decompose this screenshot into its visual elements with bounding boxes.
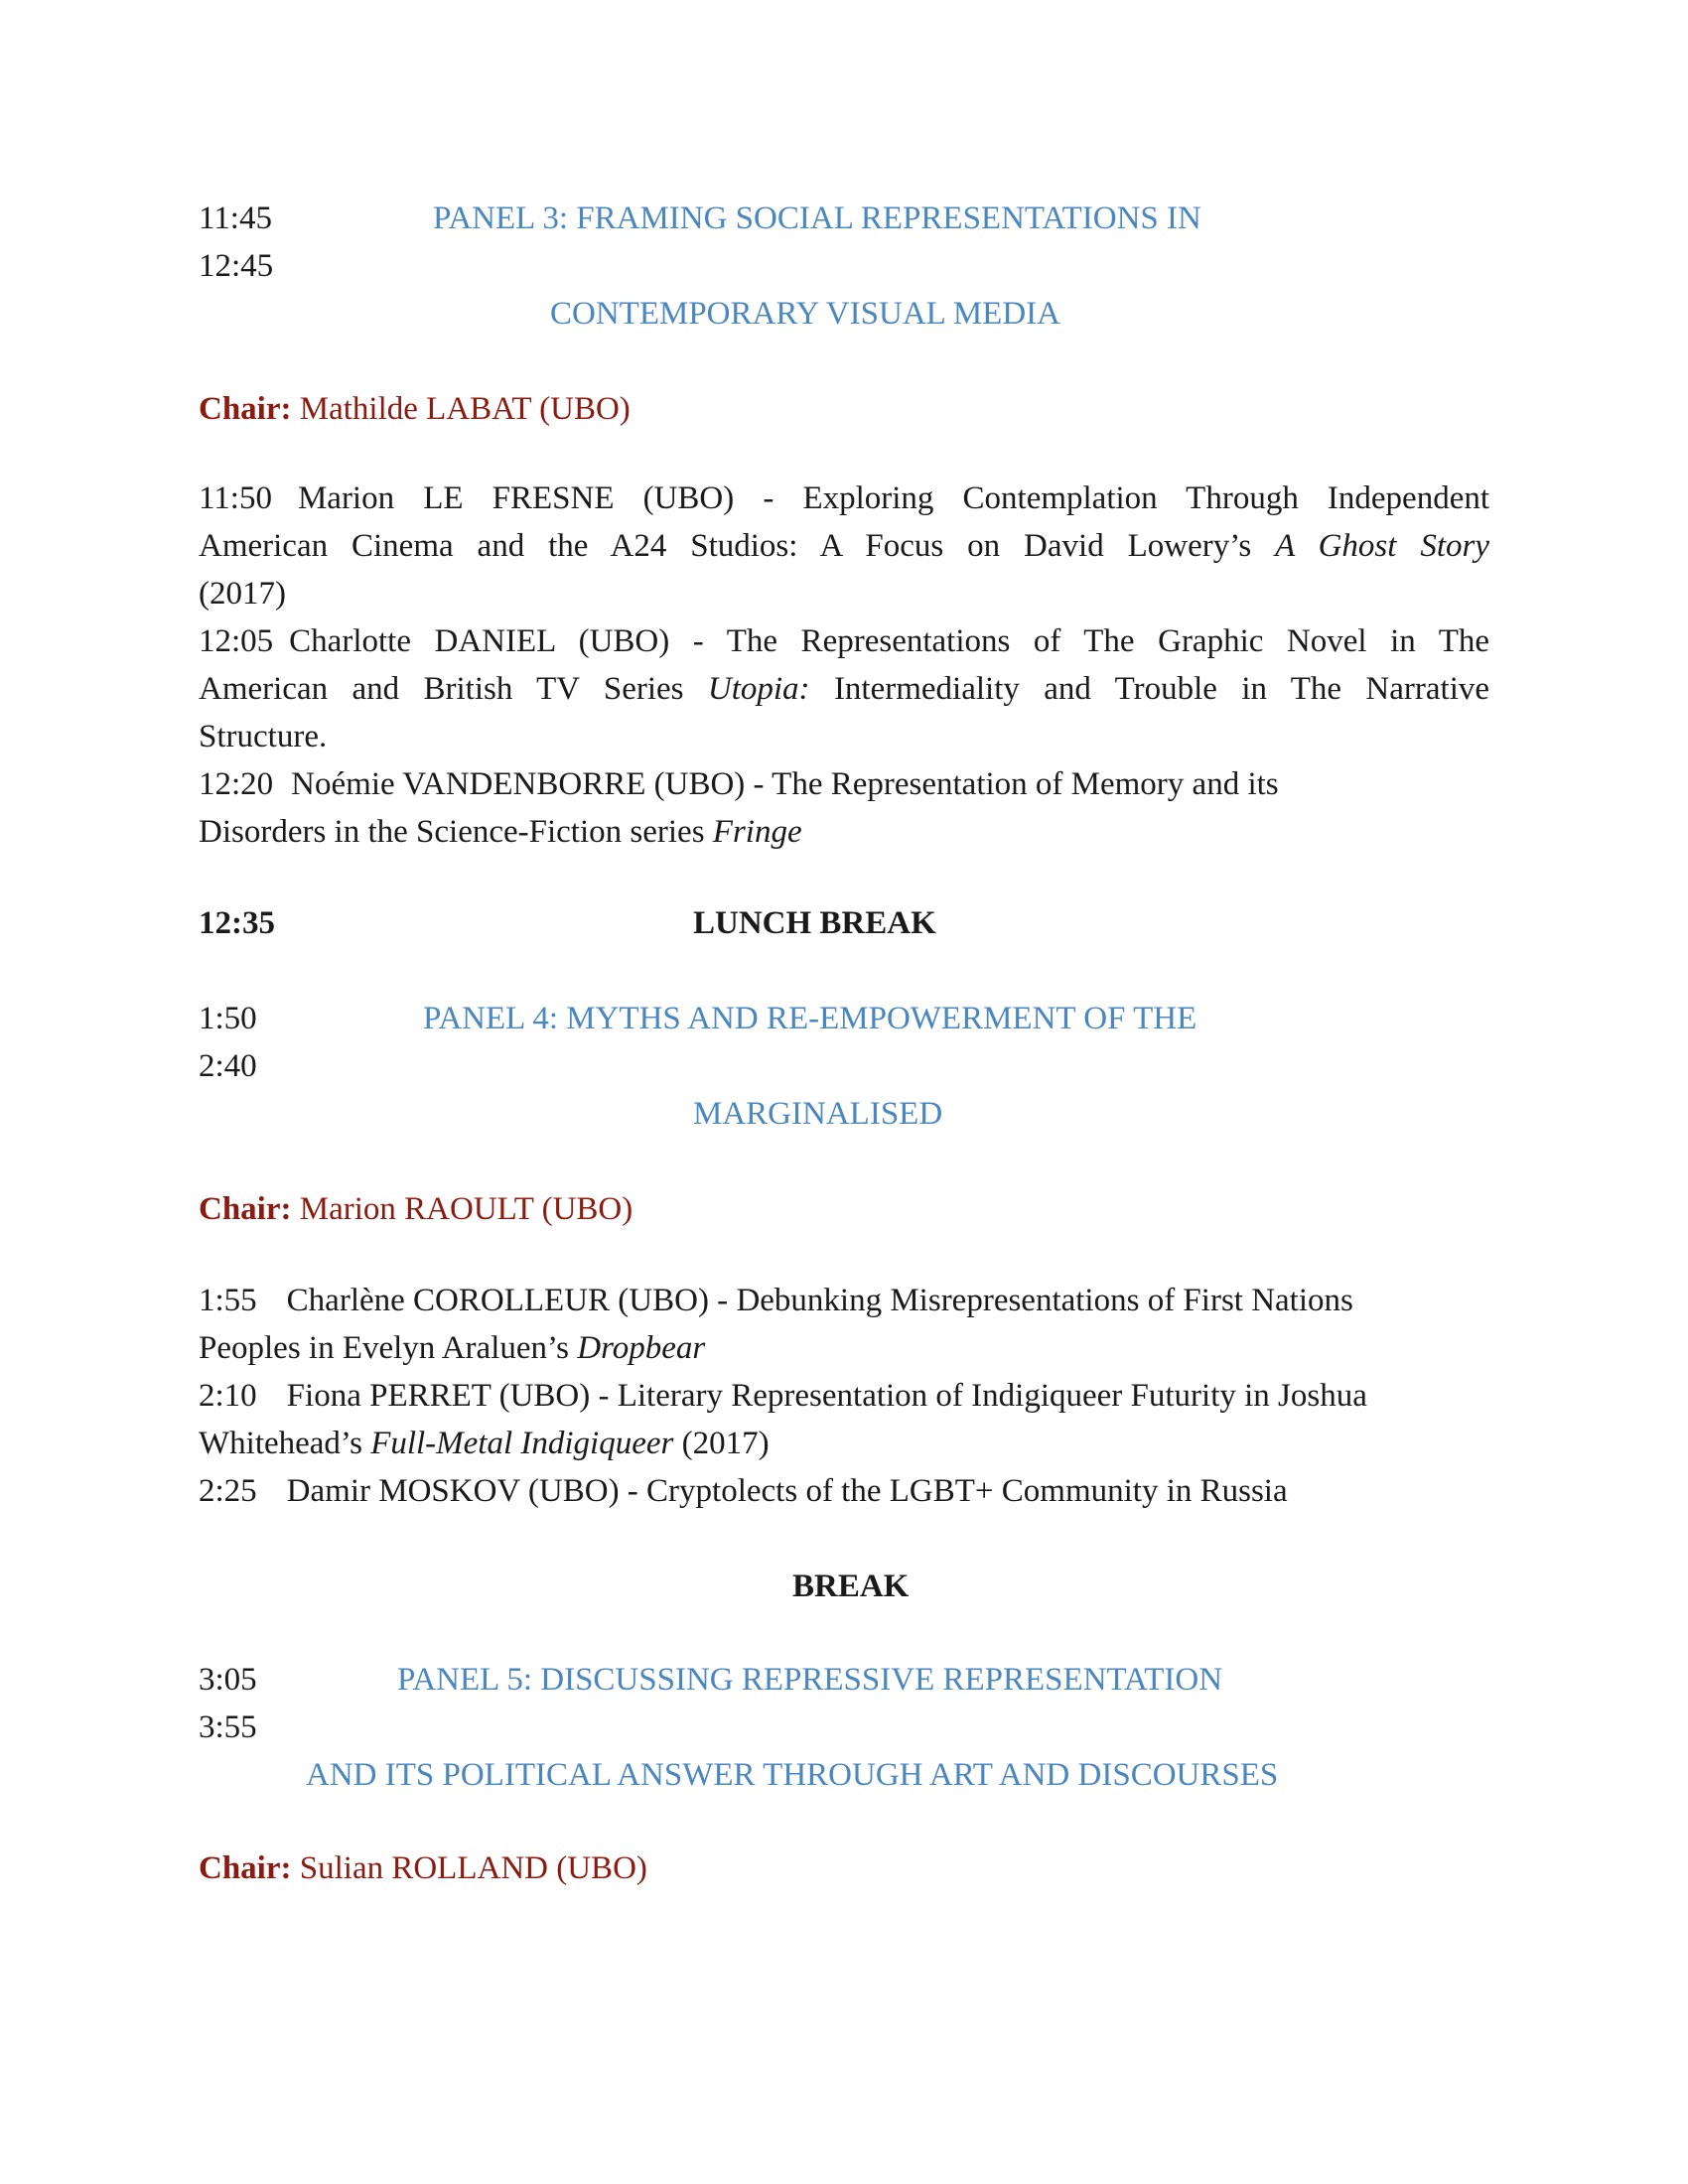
panel-3-title-line-1: PANEL 3: FRAMING SOCIAL REPRESENTATIONS IN [433,201,1201,236]
talk-speaker: Marion LE FRESNE (UBO) - [297,480,774,516]
chair-name: Sulian ROLLAND (UBO) [299,1850,647,1886]
talk-line [199,1420,1489,1467]
panel-4-title-line-1: PANEL 4: MYTHS AND RE-EMPOWERMENT OF THE [423,1001,1197,1036]
talk-1205 [199,617,1489,760]
panel-5-start-time: 3:05 [199,1662,257,1698]
talk-line [199,522,1489,570]
panel-4-start-time: 1:50 [199,1001,257,1036]
break-label: BREAK [792,1569,910,1604]
talk-title: Literary Representation of Indigiqueer Futurity in Joshua [617,1378,1367,1414]
talk-title: (2017) [199,576,286,612]
talk-title: Intermediality and Trouble in The Narrative [833,671,1490,707]
talk-line [199,1277,1489,1324]
talk-title-italic: A Ghost Story [1275,528,1490,564]
talk-line [199,760,1489,808]
talk-title: Structure. [199,719,328,754]
talk-speaker: Fiona PERRET (UBO) - [286,1378,610,1414]
talk-time: 12:05 [199,623,274,659]
talk-line [199,617,1489,665]
panel-5-end-time: 3:55 [199,1709,257,1745]
talk-time: 2:25 [199,1473,257,1509]
panel-4-chair [199,1185,633,1233]
talk-line [199,1467,1489,1515]
program-page [199,0,1489,2184]
talk-title: (2017) [681,1426,770,1461]
panel-5-title-line-2: AND ITS POLITICAL ANSWER THROUGH ART AND DISCOURSES [306,1757,1279,1793]
talk-time: 1:55 [199,1283,257,1318]
talk-title: Debunking Misrepresentations of First Nations [736,1283,1353,1318]
talk-line [199,713,1489,760]
talk-title-italic: Dropbear [577,1330,706,1366]
panel-3-start-time: 11:45 [199,201,272,236]
panel-4-title-line-2: MARGINALISED [693,1096,943,1132]
talk-225 [199,1467,1489,1515]
lunch-break-label: LUNCH BREAK [693,905,936,941]
panel-3-title-line-2: CONTEMPORARY VISUAL MEDIA [550,296,1060,332]
panel-5-chair [199,1844,647,1892]
chair-label: Chair: [199,391,292,427]
panel-4-end-time: 2:40 [199,1048,257,1084]
talk-line [199,475,1489,522]
panel-5-title-line-1: PANEL 5: DISCUSSING REPRESSIVE REPRESENTATION [397,1662,1223,1698]
talk-210 [199,1372,1489,1467]
talk-speaker: Charlène COROLLEUR (UBO) - [286,1283,729,1318]
lunch-break-time: 12:35 [199,905,275,941]
talk-title-italic: Fringe [712,814,802,850]
talk-1150 [199,475,1489,617]
talk-line [199,808,1489,856]
talk-title-italic: Utopia: [707,671,810,707]
talk-title: Cryptolects of the LGBT+ Community in Russia [646,1473,1288,1509]
talk-line [199,1324,1489,1372]
talk-title: Exploring Contemplation Through Independent [802,480,1490,516]
chair-name: Marion RAOULT (UBO) [299,1191,633,1227]
talk-time: 11:50 [199,480,272,516]
talk-title: Whitehead’s [199,1426,362,1461]
panel-3-chair [199,385,631,433]
talk-title: American Cinema and the A24 Studios: A Focus on David Lowery’s [199,528,1252,564]
chair-label: Chair: [199,1850,292,1886]
talk-time: 2:10 [199,1378,257,1414]
chair-name: Mathilde LABAT (UBO) [299,391,631,427]
talk-line [199,1372,1489,1420]
talk-title: The Representation of Memory and its [772,766,1279,802]
talk-speaker: Charlotte DANIEL (UBO) - [289,623,704,659]
talk-title: Peoples in Evelyn Araluen’s [199,1330,570,1366]
talk-title: Disorders in the Science-Fiction series [199,814,705,850]
talk-line [199,570,1489,617]
chair-label: Chair: [199,1191,292,1227]
talk-1220 [199,760,1489,856]
talk-line [199,665,1489,713]
talk-speaker: Noémie VANDENBORRE (UBO) - [291,766,765,802]
talk-time: 12:20 [199,766,274,802]
talk-title: American and British TV Series [199,671,684,707]
talk-speaker: Damir MOSKOV (UBO) - [286,1473,638,1509]
talk-155 [199,1277,1489,1372]
talk-title: The Representations of The Graphic Novel in The [726,623,1490,659]
talk-title-italic: Full-Metal Indigiqueer [370,1426,674,1461]
panel-3-end-time: 12:45 [199,248,274,284]
